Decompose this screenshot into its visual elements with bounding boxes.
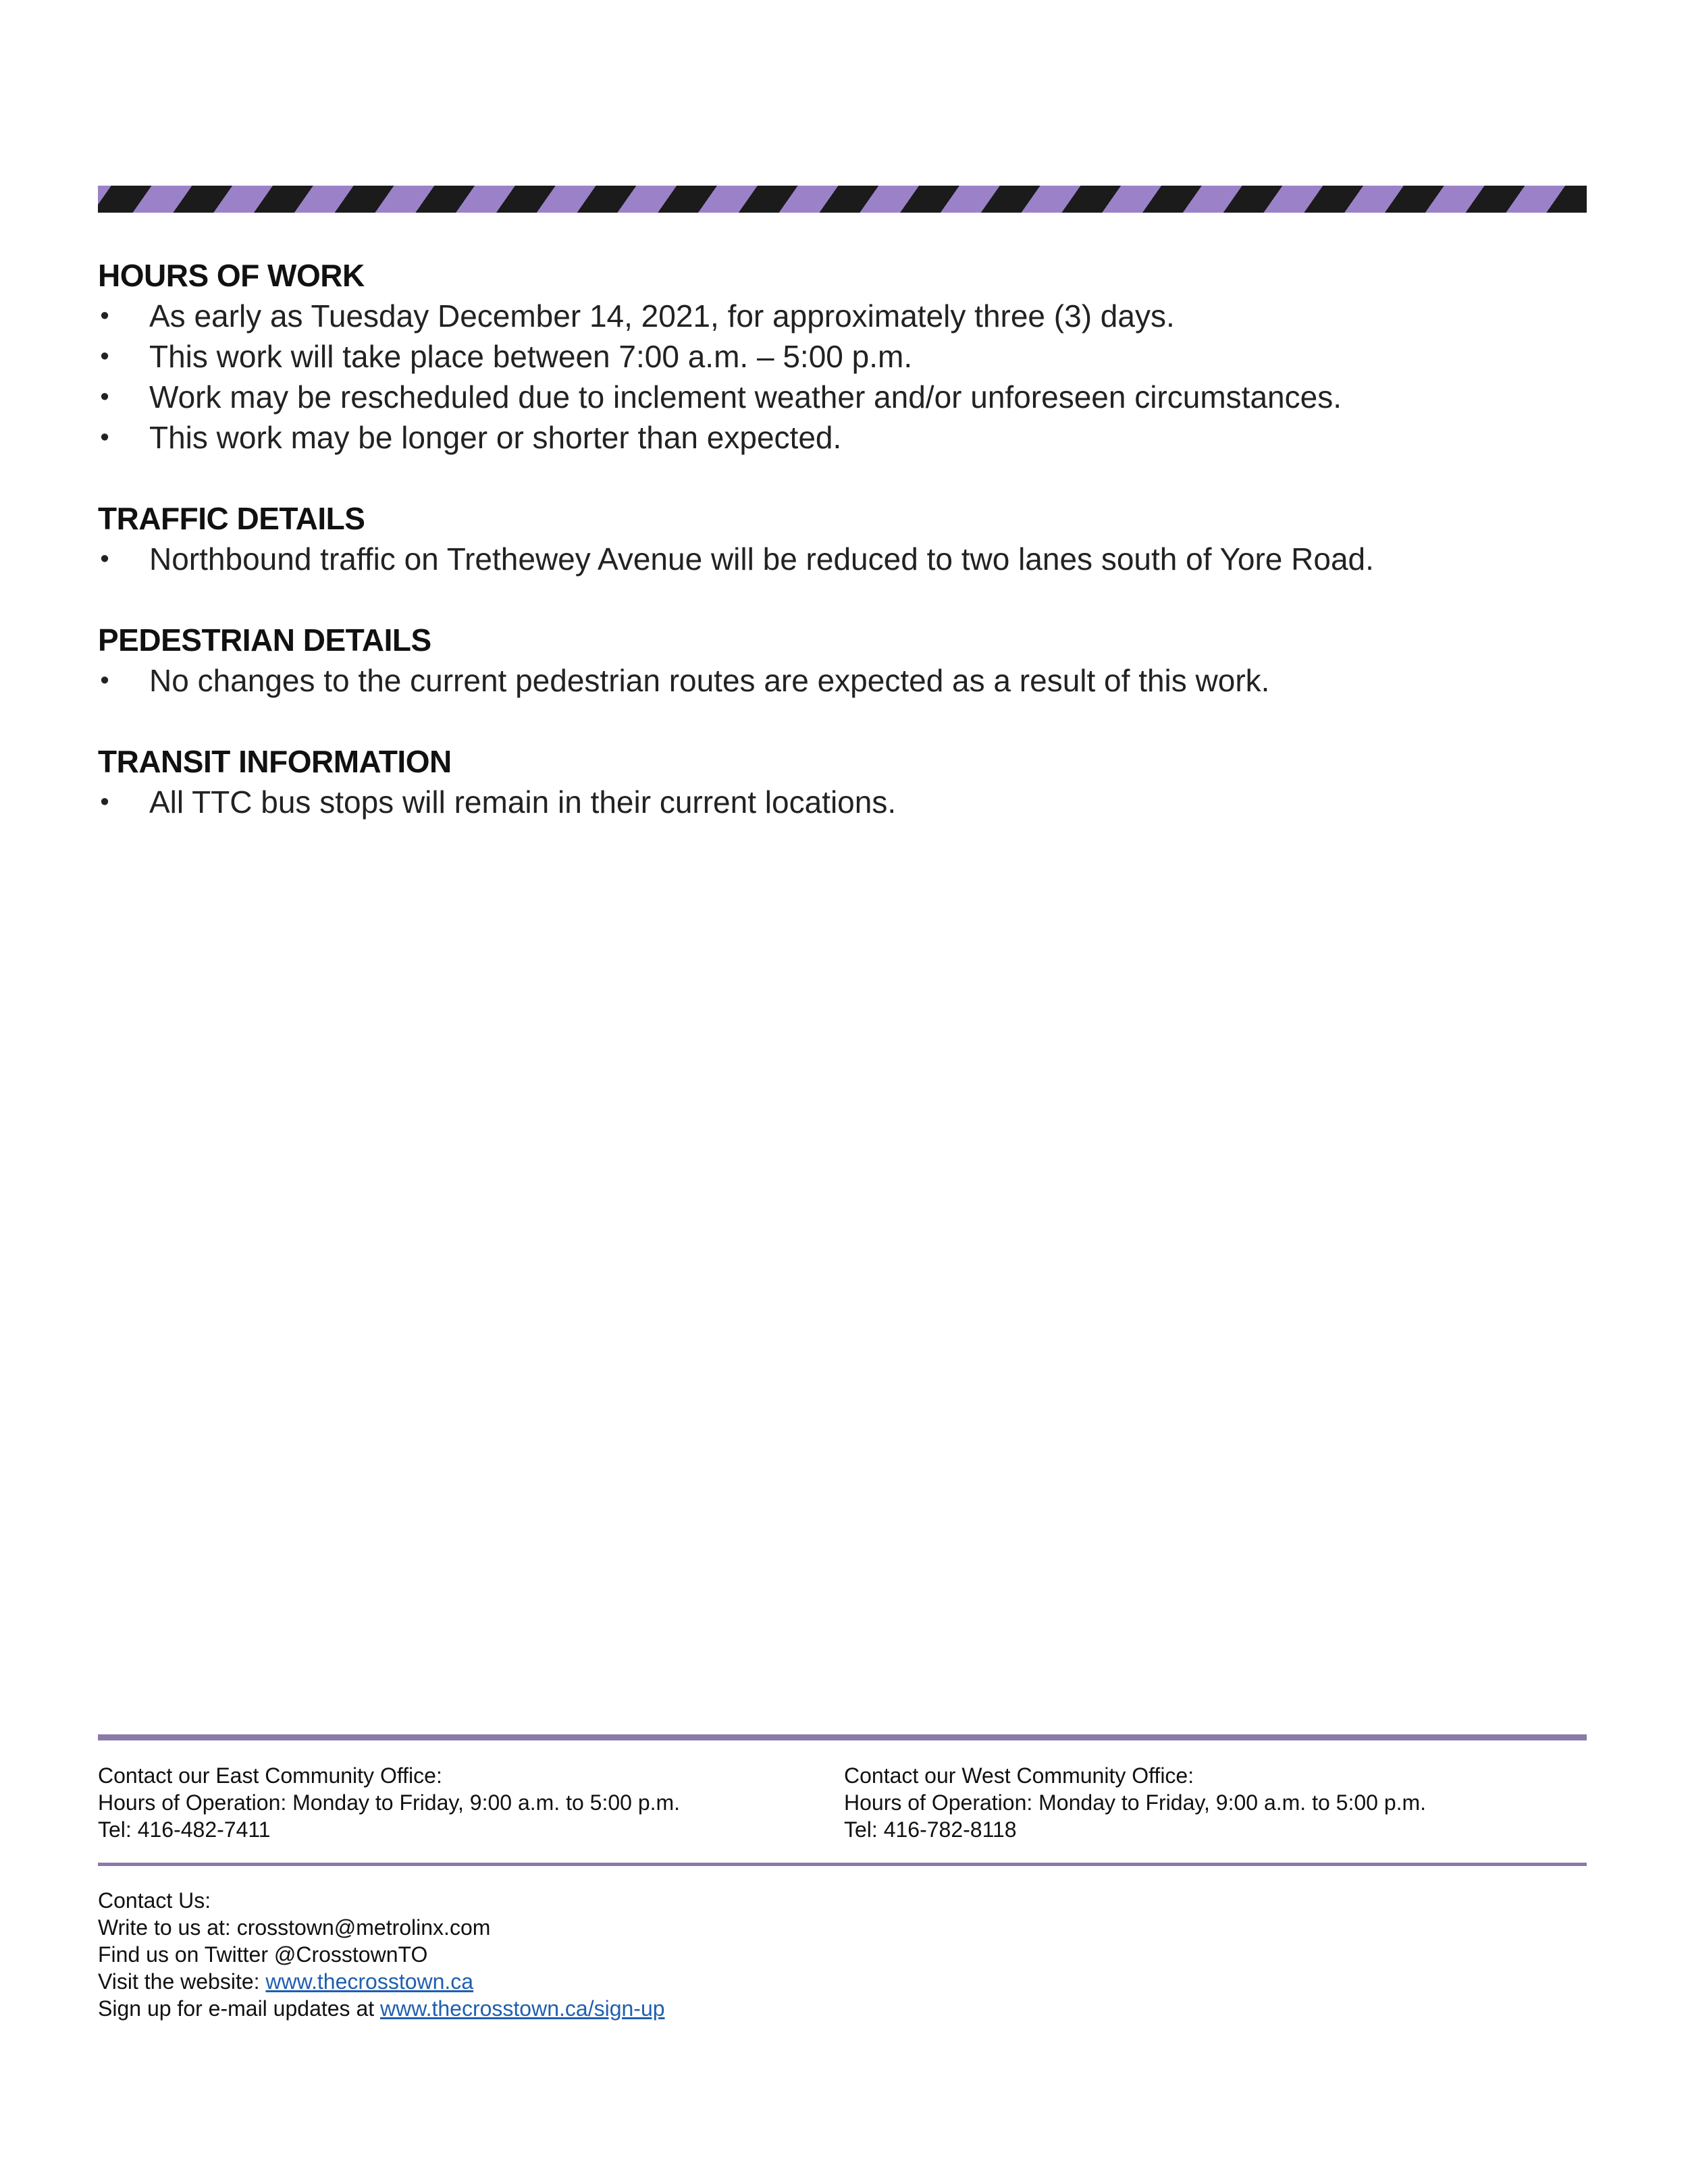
- list-item: [98, 660, 1590, 701]
- list-item: [98, 377, 1590, 417]
- section-pedestrian-details: [98, 620, 1590, 701]
- east-office-hours: Hours of Operation: Monday to Friday, 9:00 a.m. to 5:00 p.m.: [98, 1790, 681, 1815]
- bullet-icon: •: [100, 383, 109, 411]
- bullet-list: [98, 660, 1590, 701]
- east-office-title: Contact our East Community Office:: [98, 1763, 442, 1788]
- section-heading: TRAFFIC DETAILS: [98, 501, 365, 536]
- list-item-text: No changes to the current pedestrian routes are expected as a result of this work.: [149, 663, 1270, 698]
- list-item-text: This work may be longer or shorter than expected.: [149, 420, 842, 455]
- section-transit-information: [98, 741, 1590, 822]
- list-item: [98, 336, 1590, 377]
- footer-divider-middle: [98, 1863, 1587, 1866]
- notice-content: [98, 255, 1590, 863]
- list-item-text: Work may be rescheduled due to inclement weather and/or unforeseen circumstances.: [149, 379, 1342, 415]
- section-traffic-details: [98, 498, 1590, 579]
- west-office-contact: [844, 1762, 1573, 1843]
- list-item-text: As early as Tuesday December 14, 2021, for approximately three (3) days.: [149, 298, 1175, 334]
- section-heading: PEDESTRIAN DETAILS: [98, 622, 431, 658]
- contact-us-block: [98, 1887, 665, 2022]
- bullet-icon: •: [100, 545, 109, 573]
- bullet-list: [98, 296, 1590, 458]
- signup-prefix: Sign up for e-mail updates at: [98, 1996, 381, 2021]
- website-link[interactable]: www.thecrosstown.ca: [265, 1969, 474, 1994]
- list-item-text: Northbound traffic on Trethewey Avenue will be reduced to two lanes south of Yore Road.: [149, 541, 1374, 577]
- west-office-hours: Hours of Operation: Monday to Friday, 9:00 a.m. to 5:00 p.m.: [844, 1790, 1427, 1815]
- contact-signup-line: [98, 1995, 665, 2022]
- signup-link[interactable]: www.thecrosstown.ca/sign-up: [380, 1996, 665, 2021]
- contact-twitter: Find us on Twitter @CrosstownTO: [98, 1942, 428, 1967]
- contact-email: Write to us at: crosstown@metrolinx.com: [98, 1915, 491, 1940]
- contact-heading: Contact Us:: [98, 1888, 211, 1913]
- section-heading: TRANSIT INFORMATION: [98, 744, 452, 779]
- bullet-icon: •: [100, 788, 109, 816]
- section-heading: HOURS OF WORK: [98, 258, 365, 293]
- decorative-stripe-bar: [98, 186, 1587, 213]
- list-item: [98, 296, 1590, 336]
- bullet-list: [98, 782, 1590, 822]
- list-item-text: All TTC bus stops will remain in their current locations.: [149, 784, 897, 820]
- bullet-icon: •: [100, 302, 109, 330]
- section-hours-of-work: [98, 255, 1590, 458]
- west-office-title: Contact our West Community Office:: [844, 1763, 1194, 1788]
- list-item: [98, 782, 1590, 822]
- list-item: [98, 539, 1590, 579]
- footer-divider-top: [98, 1734, 1587, 1740]
- list-item: [98, 417, 1590, 458]
- bullet-icon: •: [100, 423, 109, 452]
- contact-website-line: [98, 1968, 665, 1995]
- bullet-icon: •: [100, 342, 109, 371]
- east-office-contact: [98, 1762, 827, 1843]
- west-office-tel: Tel: 416-782-8118: [844, 1817, 1017, 1842]
- list-item-text: This work will take place between 7:00 a.m. – 5:00 p.m.: [149, 339, 913, 374]
- east-office-tel: Tel: 416-482-7411: [98, 1817, 271, 1842]
- website-prefix: Visit the website:: [98, 1969, 266, 1994]
- bullet-list: [98, 539, 1590, 579]
- bullet-icon: •: [100, 666, 109, 695]
